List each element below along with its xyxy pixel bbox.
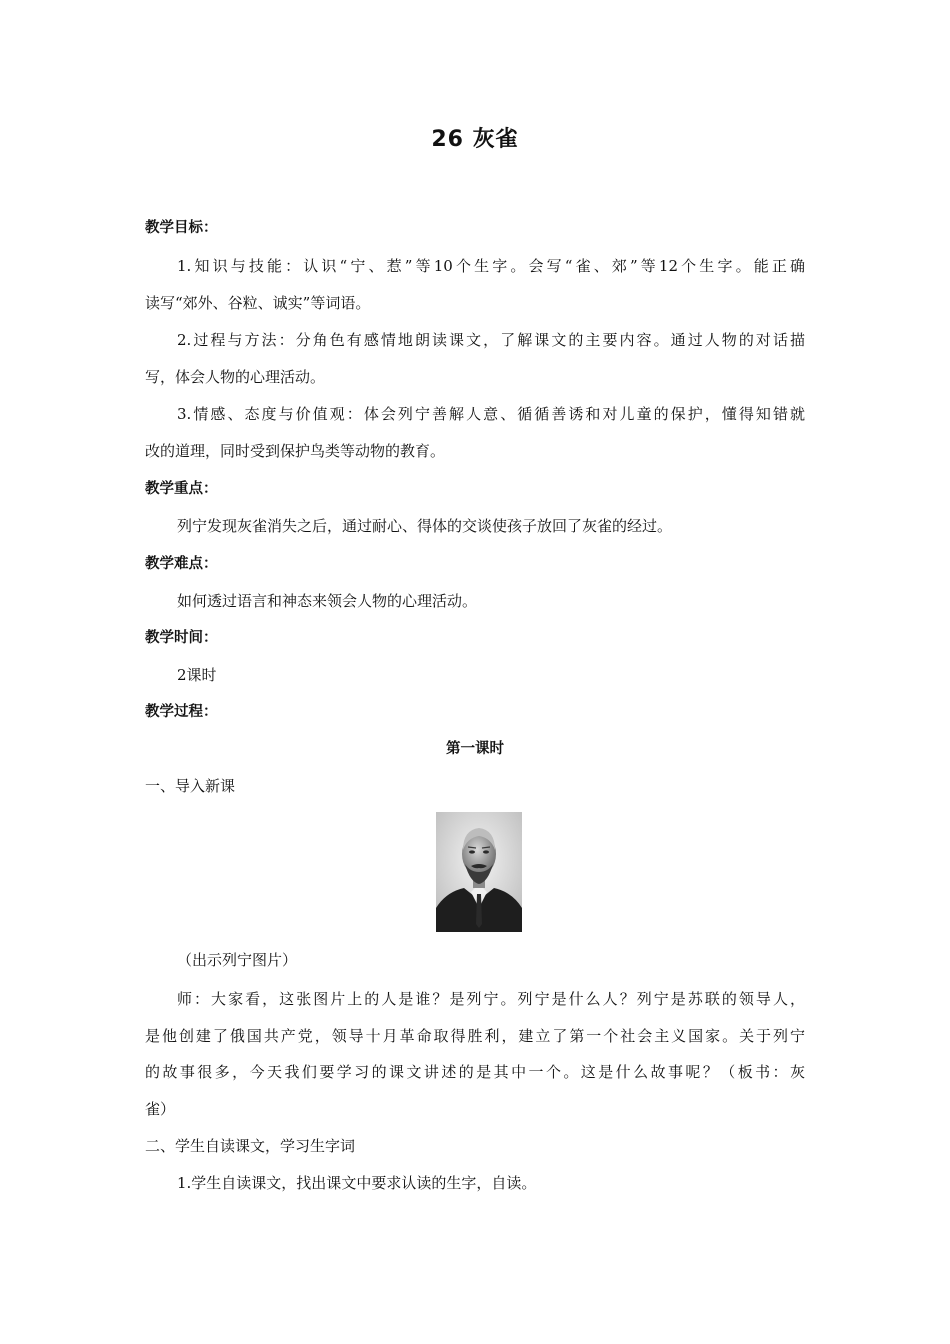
goal-3-line-2: 改的道理，同时受到保护鸟类等动物的教育。 bbox=[145, 442, 446, 460]
goal-2-line-1: 2.过程与方法：分角色有感情地朗读课文，了解课文的主要内容。通过人物的对话描 bbox=[177, 331, 805, 349]
part-2-heading: 二、学生自读课文，学习生字词 bbox=[145, 1137, 356, 1155]
lesson-1-heading: 第一课时 bbox=[446, 741, 504, 757]
teacher-line-4: 雀） bbox=[145, 1100, 176, 1118]
step-1-text: 1.学生自读课文，找出课文中要求认读的生字，自读。 bbox=[177, 1174, 537, 1192]
goal-3-line-1: 3.情感、态度与价值观：体会列宁善解人意、循循善诱和对儿童的保护，懂得知错就 bbox=[177, 405, 805, 423]
key-points-heading: 教学重点： bbox=[145, 481, 218, 497]
goal-1-line-2: 读写“郊外、谷粒、诚实”等词语。 bbox=[145, 294, 371, 312]
process-heading: 教学过程： bbox=[145, 704, 218, 720]
goal-1-line-1: 1.知识与技能：认识“宁、惹”等10个生字。会写“雀、郊”等12个生字。能正确 bbox=[177, 257, 805, 275]
difficulty-heading: 教学难点： bbox=[145, 556, 218, 572]
difficulty-text: 如何透过语言和神态来领会人物的心理活动。 bbox=[177, 592, 478, 610]
teacher-line-1: 师：大家看，这张图片上的人是谁？是列宁。列宁是什么人？列宁是苏联的领导人， bbox=[177, 990, 805, 1008]
part-1-heading: 一、导入新课 bbox=[145, 777, 236, 795]
document-title: 26 灰雀 bbox=[431, 127, 519, 152]
lenin-portrait bbox=[436, 812, 522, 932]
time-text: 2课时 bbox=[177, 666, 217, 684]
goal-2-line-2: 写，体会人物的心理活动。 bbox=[145, 368, 326, 386]
teacher-line-2: 是他创建了俄国共产党，领导十月革命取得胜利，建立了第一个社会主义国家。关于列宁 bbox=[145, 1027, 805, 1045]
goals-heading: 教学目标： bbox=[145, 220, 218, 236]
time-heading: 教学时间： bbox=[145, 630, 218, 646]
teacher-line-3: 的故事很多，今天我们要学习的课文讲述的是其中一个。这是什么故事呢？（板书：灰 bbox=[145, 1063, 805, 1081]
image-caption: （出示列宁图片） bbox=[177, 951, 298, 969]
key-points-text: 列宁发现灰雀消失之后，通过耐心、得体的交谈使孩子放回了灰雀的经过。 bbox=[177, 517, 673, 535]
